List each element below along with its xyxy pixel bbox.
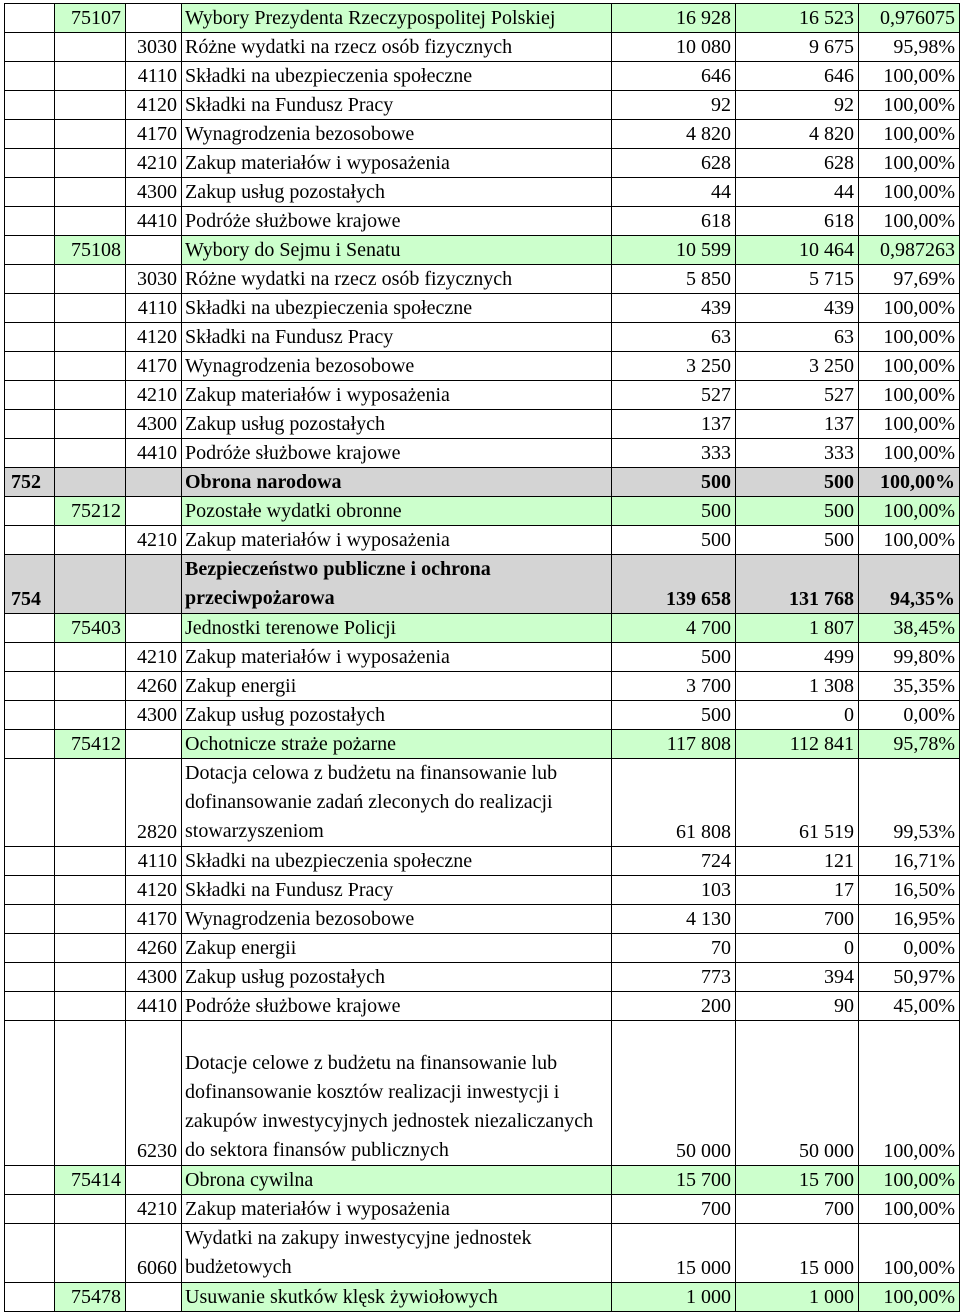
plan-amount-cell: 4 820 bbox=[612, 120, 736, 149]
paragraph-code-cell: 4300 bbox=[126, 178, 182, 207]
plan-amount-cell: 618 bbox=[612, 207, 736, 236]
plan-amount-cell: 500 bbox=[612, 643, 736, 672]
execution-percent-cell: 100,00% bbox=[859, 294, 960, 323]
chapter-code-cell bbox=[5, 410, 55, 439]
table-row bbox=[5, 352, 960, 381]
item-name-cell: Składki na Fundusz Pracy bbox=[182, 91, 612, 120]
execution-percent-cell: 97,69% bbox=[859, 265, 960, 294]
chapter-row bbox=[5, 555, 960, 614]
execution-percent-cell: 100,00% bbox=[859, 120, 960, 149]
execution-percent-cell: 0,00% bbox=[859, 934, 960, 963]
table-row bbox=[5, 701, 960, 730]
section-code-cell bbox=[55, 992, 126, 1021]
section-code-cell: 75412 bbox=[55, 730, 126, 759]
paragraph-code-cell: 3030 bbox=[126, 33, 182, 62]
section-code-cell bbox=[55, 876, 126, 905]
executed-amount-cell: 92 bbox=[736, 91, 859, 120]
plan-amount-cell: 773 bbox=[612, 963, 736, 992]
executed-amount-cell: 10 464 bbox=[736, 236, 859, 265]
chapter-code-cell bbox=[5, 323, 55, 352]
section-code-cell bbox=[55, 672, 126, 701]
item-name-cell: Zakup usług pozostałych bbox=[182, 963, 612, 992]
item-name-cell: Pozostałe wydatki obronne bbox=[182, 497, 612, 526]
execution-percent-cell: 100,00% bbox=[859, 381, 960, 410]
chapter-code-cell bbox=[5, 178, 55, 207]
chapter-code-cell: 752 bbox=[5, 468, 55, 497]
plan-amount-cell: 44 bbox=[612, 178, 736, 207]
executed-amount-cell: 333 bbox=[736, 439, 859, 468]
paragraph-code-cell: 4410 bbox=[126, 439, 182, 468]
paragraph-code-cell: 4120 bbox=[126, 876, 182, 905]
execution-percent-cell: 100,00% bbox=[859, 526, 960, 555]
chapter-code-cell bbox=[5, 91, 55, 120]
paragraph-code-cell bbox=[126, 730, 182, 759]
plan-amount-cell: 700 bbox=[612, 1195, 736, 1224]
section-row bbox=[5, 497, 960, 526]
plan-amount-cell: 15 000 bbox=[612, 1224, 736, 1283]
table-row bbox=[5, 992, 960, 1021]
executed-amount-cell: 1 000 bbox=[736, 1283, 859, 1312]
plan-amount-cell: 5 850 bbox=[612, 265, 736, 294]
plan-amount-cell: 333 bbox=[612, 439, 736, 468]
paragraph-code-cell: 4260 bbox=[126, 672, 182, 701]
section-row bbox=[5, 1166, 960, 1195]
table-row bbox=[5, 33, 960, 62]
executed-amount-cell: 700 bbox=[736, 1195, 859, 1224]
execution-percent-cell: 99,53% bbox=[859, 759, 960, 847]
table-row bbox=[5, 847, 960, 876]
executed-amount-cell: 394 bbox=[736, 963, 859, 992]
item-name-cell: Zakup materiałów i wyposażenia bbox=[182, 381, 612, 410]
executed-amount-cell: 500 bbox=[736, 468, 859, 497]
plan-amount-cell: 16 928 bbox=[612, 4, 736, 33]
plan-amount-cell: 527 bbox=[612, 381, 736, 410]
execution-percent-cell: 100,00% bbox=[859, 1195, 960, 1224]
plan-amount-cell: 10 599 bbox=[612, 236, 736, 265]
chapter-code-cell bbox=[5, 963, 55, 992]
chapter-code-cell bbox=[5, 759, 55, 847]
paragraph-code-cell bbox=[126, 497, 182, 526]
paragraph-code-cell: 6060 bbox=[126, 1224, 182, 1283]
execution-percent-cell: 16,50% bbox=[859, 876, 960, 905]
chapter-code-cell bbox=[5, 4, 55, 33]
table-row bbox=[5, 759, 960, 847]
item-name-cell: Wybory do Sejmu i Senatu bbox=[182, 236, 612, 265]
section-row bbox=[5, 4, 960, 33]
section-code-cell bbox=[55, 207, 126, 236]
execution-percent-cell: 100,00% bbox=[859, 62, 960, 91]
section-code-cell: 75107 bbox=[55, 4, 126, 33]
chapter-code-cell bbox=[5, 1283, 55, 1312]
execution-percent-cell: 0,987263 bbox=[859, 236, 960, 265]
section-code-cell bbox=[55, 1021, 126, 1166]
section-code-cell: 75108 bbox=[55, 236, 126, 265]
item-name-cell: Wynagrodzenia bezosobowe bbox=[182, 905, 612, 934]
executed-amount-cell: 137 bbox=[736, 410, 859, 439]
executed-amount-cell: 63 bbox=[736, 323, 859, 352]
chapter-code-cell bbox=[5, 614, 55, 643]
plan-amount-cell: 500 bbox=[612, 497, 736, 526]
table-row bbox=[5, 905, 960, 934]
section-row bbox=[5, 730, 960, 759]
paragraph-code-cell: 4120 bbox=[126, 323, 182, 352]
executed-amount-cell: 499 bbox=[736, 643, 859, 672]
item-name-cell: Zakup usług pozostałych bbox=[182, 701, 612, 730]
table-row bbox=[5, 1195, 960, 1224]
paragraph-code-cell bbox=[126, 236, 182, 265]
execution-percent-cell: 100,00% bbox=[859, 468, 960, 497]
item-name-cell: Różne wydatki na rzecz osób fizycznych bbox=[182, 33, 612, 62]
chapter-code-cell bbox=[5, 149, 55, 178]
paragraph-code-cell: 4260 bbox=[126, 934, 182, 963]
plan-amount-cell: 4 130 bbox=[612, 905, 736, 934]
section-code-cell: 75403 bbox=[55, 614, 126, 643]
item-name-cell: Wydatki na zakupy inwestycyjne jednostek budżetowych bbox=[182, 1224, 612, 1283]
chapter-code-cell bbox=[5, 62, 55, 91]
item-name-cell: Składki na ubezpieczenia społeczne bbox=[182, 294, 612, 323]
table-row bbox=[5, 643, 960, 672]
table-row bbox=[5, 439, 960, 468]
section-code-cell bbox=[55, 178, 126, 207]
paragraph-code-cell: 4210 bbox=[126, 149, 182, 178]
item-name-cell: Jednostki terenowe Policji bbox=[182, 614, 612, 643]
table-row bbox=[5, 672, 960, 701]
section-code-cell bbox=[55, 91, 126, 120]
executed-amount-cell: 700 bbox=[736, 905, 859, 934]
section-code-cell bbox=[55, 847, 126, 876]
execution-percent-cell: 94,35% bbox=[859, 555, 960, 614]
paragraph-code-cell: 4110 bbox=[126, 294, 182, 323]
paragraph-code-cell: 4210 bbox=[126, 643, 182, 672]
execution-percent-cell: 100,00% bbox=[859, 497, 960, 526]
executed-amount-cell: 15 000 bbox=[736, 1224, 859, 1283]
section-code-cell bbox=[55, 149, 126, 178]
execution-percent-cell: 100,00% bbox=[859, 178, 960, 207]
chapter-code-cell bbox=[5, 1195, 55, 1224]
item-name-cell: Ochotnicze straże pożarne bbox=[182, 730, 612, 759]
plan-amount-cell: 500 bbox=[612, 526, 736, 555]
chapter-code-cell bbox=[5, 33, 55, 62]
table-row bbox=[5, 178, 960, 207]
executed-amount-cell: 1 308 bbox=[736, 672, 859, 701]
table-row bbox=[5, 120, 960, 149]
executed-amount-cell: 44 bbox=[736, 178, 859, 207]
item-name-cell: Zakup materiałów i wyposażenia bbox=[182, 149, 612, 178]
chapter-code-cell bbox=[5, 1021, 55, 1166]
section-code-cell: 75414 bbox=[55, 1166, 126, 1195]
table-row bbox=[5, 934, 960, 963]
paragraph-code-cell: 4410 bbox=[126, 207, 182, 236]
chapter-code-cell bbox=[5, 701, 55, 730]
paragraph-code-cell: 4300 bbox=[126, 701, 182, 730]
table-row bbox=[5, 1224, 960, 1283]
chapter-code-cell bbox=[5, 643, 55, 672]
paragraph-code-cell: 6230 bbox=[126, 1021, 182, 1166]
item-name-cell: Składki na ubezpieczenia społeczne bbox=[182, 847, 612, 876]
execution-percent-cell: 100,00% bbox=[859, 149, 960, 178]
section-code-cell bbox=[55, 294, 126, 323]
chapter-code-cell bbox=[5, 1224, 55, 1283]
section-code-cell bbox=[55, 701, 126, 730]
budget-expenditure-table bbox=[4, 3, 960, 1312]
chapter-code-cell bbox=[5, 497, 55, 526]
chapter-code-cell bbox=[5, 294, 55, 323]
item-name-cell: Składki na Fundusz Pracy bbox=[182, 323, 612, 352]
paragraph-code-cell: 4300 bbox=[126, 410, 182, 439]
plan-amount-cell: 500 bbox=[612, 701, 736, 730]
table-row bbox=[5, 876, 960, 905]
plan-amount-cell: 4 700 bbox=[612, 614, 736, 643]
item-name-cell: Zakup usług pozostałych bbox=[182, 410, 612, 439]
table-row bbox=[5, 963, 960, 992]
execution-percent-cell: 16,95% bbox=[859, 905, 960, 934]
section-code-cell bbox=[55, 468, 126, 497]
paragraph-code-cell bbox=[126, 1283, 182, 1312]
item-name-cell: Różne wydatki na rzecz osób fizycznych bbox=[182, 265, 612, 294]
executed-amount-cell: 500 bbox=[736, 497, 859, 526]
section-row bbox=[5, 236, 960, 265]
execution-percent-cell: 38,45% bbox=[859, 614, 960, 643]
chapter-code-cell bbox=[5, 236, 55, 265]
item-name-cell: Wybory Prezydenta Rzeczypospolitej Polskiej bbox=[182, 4, 612, 33]
item-name-cell: Zakup materiałów i wyposażenia bbox=[182, 643, 612, 672]
executed-amount-cell: 439 bbox=[736, 294, 859, 323]
item-name-cell: Zakup energii bbox=[182, 672, 612, 701]
item-name-cell: Dotacja celowa z budżetu na finansowanie lub dofinansowanie zadań zleconych do realizacji stowarzyszeniom bbox=[182, 759, 612, 847]
paragraph-code-cell: 4170 bbox=[126, 120, 182, 149]
section-code-cell bbox=[55, 759, 126, 847]
executed-amount-cell: 50 000 bbox=[736, 1021, 859, 1166]
section-code-cell bbox=[55, 323, 126, 352]
plan-amount-cell: 63 bbox=[612, 323, 736, 352]
table-row bbox=[5, 149, 960, 178]
section-code-cell bbox=[55, 526, 126, 555]
chapter-code-cell bbox=[5, 992, 55, 1021]
execution-percent-cell: 100,00% bbox=[859, 352, 960, 381]
paragraph-code-cell: 4110 bbox=[126, 847, 182, 876]
paragraph-code-cell: 4170 bbox=[126, 905, 182, 934]
table-row bbox=[5, 1021, 960, 1166]
paragraph-code-cell bbox=[126, 614, 182, 643]
section-code-cell bbox=[55, 410, 126, 439]
executed-amount-cell: 628 bbox=[736, 149, 859, 178]
plan-amount-cell: 10 080 bbox=[612, 33, 736, 62]
section-code-cell bbox=[55, 555, 126, 614]
paragraph-code-cell: 4410 bbox=[126, 992, 182, 1021]
section-code-cell bbox=[55, 905, 126, 934]
table-body bbox=[5, 4, 960, 1312]
chapter-code-cell bbox=[5, 439, 55, 468]
execution-percent-cell: 35,35% bbox=[859, 672, 960, 701]
item-name-cell: Zakup materiałów i wyposażenia bbox=[182, 1195, 612, 1224]
item-name-cell: Podróże służbowe krajowe bbox=[182, 439, 612, 468]
section-code-cell bbox=[55, 33, 126, 62]
chapter-code-cell bbox=[5, 905, 55, 934]
execution-percent-cell: 100,00% bbox=[859, 439, 960, 468]
plan-amount-cell: 646 bbox=[612, 62, 736, 91]
executed-amount-cell: 90 bbox=[736, 992, 859, 1021]
plan-amount-cell: 200 bbox=[612, 992, 736, 1021]
section-row bbox=[5, 1283, 960, 1312]
executed-amount-cell: 527 bbox=[736, 381, 859, 410]
execution-percent-cell: 0,00% bbox=[859, 701, 960, 730]
item-name-cell: Podróże służbowe krajowe bbox=[182, 207, 612, 236]
executed-amount-cell: 131 768 bbox=[736, 555, 859, 614]
section-code-cell bbox=[55, 934, 126, 963]
section-code-cell: 75212 bbox=[55, 497, 126, 526]
plan-amount-cell: 1 000 bbox=[612, 1283, 736, 1312]
item-name-cell: Obrona narodowa bbox=[182, 468, 612, 497]
table-row bbox=[5, 91, 960, 120]
paragraph-code-cell bbox=[126, 4, 182, 33]
plan-amount-cell: 15 700 bbox=[612, 1166, 736, 1195]
table-row bbox=[5, 62, 960, 91]
item-name-cell: Zakup materiałów i wyposażenia bbox=[182, 526, 612, 555]
section-code-cell: 75478 bbox=[55, 1283, 126, 1312]
executed-amount-cell: 61 519 bbox=[736, 759, 859, 847]
executed-amount-cell: 4 820 bbox=[736, 120, 859, 149]
item-name-cell: Dotacje celowe z budżetu na finansowanie lub dofinansowanie kosztów realizacji inwestycji i zakupów inwestycyjnych jednostek niezaliczanych do sektora finansów publicznych bbox=[182, 1021, 612, 1166]
plan-amount-cell: 137 bbox=[612, 410, 736, 439]
section-code-cell bbox=[55, 963, 126, 992]
section-code-cell bbox=[55, 120, 126, 149]
paragraph-code-cell: 4210 bbox=[126, 381, 182, 410]
paragraph-code-cell: 4110 bbox=[126, 62, 182, 91]
table-row bbox=[5, 294, 960, 323]
execution-percent-cell: 16,71% bbox=[859, 847, 960, 876]
chapter-code-cell bbox=[5, 876, 55, 905]
item-name-cell: Zakup energii bbox=[182, 934, 612, 963]
section-code-cell bbox=[55, 62, 126, 91]
executed-amount-cell: 5 715 bbox=[736, 265, 859, 294]
executed-amount-cell: 0 bbox=[736, 701, 859, 730]
executed-amount-cell: 121 bbox=[736, 847, 859, 876]
execution-percent-cell: 45,00% bbox=[859, 992, 960, 1021]
executed-amount-cell: 618 bbox=[736, 207, 859, 236]
item-name-cell: Wynagrodzenia bezosobowe bbox=[182, 120, 612, 149]
plan-amount-cell: 61 808 bbox=[612, 759, 736, 847]
paragraph-code-cell: 4210 bbox=[126, 526, 182, 555]
paragraph-code-cell: 4170 bbox=[126, 352, 182, 381]
section-code-cell bbox=[55, 352, 126, 381]
executed-amount-cell: 500 bbox=[736, 526, 859, 555]
chapter-code-cell bbox=[5, 526, 55, 555]
plan-amount-cell: 50 000 bbox=[612, 1021, 736, 1166]
chapter-code-cell bbox=[5, 207, 55, 236]
chapter-code-cell bbox=[5, 672, 55, 701]
item-name-cell: Zakup usług pozostałych bbox=[182, 178, 612, 207]
executed-amount-cell: 112 841 bbox=[736, 730, 859, 759]
execution-percent-cell: 100,00% bbox=[859, 410, 960, 439]
table-row bbox=[5, 526, 960, 555]
execution-percent-cell: 99,80% bbox=[859, 643, 960, 672]
plan-amount-cell: 439 bbox=[612, 294, 736, 323]
paragraph-code-cell: 4210 bbox=[126, 1195, 182, 1224]
chapter-code-cell bbox=[5, 352, 55, 381]
execution-percent-cell: 0,976075 bbox=[859, 4, 960, 33]
table-row bbox=[5, 410, 960, 439]
plan-amount-cell: 724 bbox=[612, 847, 736, 876]
chapter-code-cell bbox=[5, 381, 55, 410]
plan-amount-cell: 92 bbox=[612, 91, 736, 120]
table-row bbox=[5, 323, 960, 352]
plan-amount-cell: 500 bbox=[612, 468, 736, 497]
paragraph-code-cell: 2820 bbox=[126, 759, 182, 847]
plan-amount-cell: 139 658 bbox=[612, 555, 736, 614]
item-name-cell: Składki na ubezpieczenia społeczne bbox=[182, 62, 612, 91]
plan-amount-cell: 3 250 bbox=[612, 352, 736, 381]
section-code-cell bbox=[55, 1224, 126, 1283]
chapter-code-cell bbox=[5, 847, 55, 876]
plan-amount-cell: 70 bbox=[612, 934, 736, 963]
chapter-code-cell bbox=[5, 1166, 55, 1195]
item-name-cell: Składki na Fundusz Pracy bbox=[182, 876, 612, 905]
chapter-code-cell: 754 bbox=[5, 555, 55, 614]
item-name-cell: Podróże służbowe krajowe bbox=[182, 992, 612, 1021]
section-code-cell bbox=[55, 643, 126, 672]
plan-amount-cell: 117 808 bbox=[612, 730, 736, 759]
paragraph-code-cell bbox=[126, 1166, 182, 1195]
executed-amount-cell: 9 675 bbox=[736, 33, 859, 62]
section-code-cell bbox=[55, 265, 126, 294]
plan-amount-cell: 628 bbox=[612, 149, 736, 178]
paragraph-code-cell: 4300 bbox=[126, 963, 182, 992]
executed-amount-cell: 17 bbox=[736, 876, 859, 905]
execution-percent-cell: 100,00% bbox=[859, 91, 960, 120]
paragraph-code-cell: 3030 bbox=[126, 265, 182, 294]
paragraph-code-cell bbox=[126, 468, 182, 497]
chapter-code-cell bbox=[5, 265, 55, 294]
plan-amount-cell: 3 700 bbox=[612, 672, 736, 701]
item-name-cell: Obrona cywilna bbox=[182, 1166, 612, 1195]
execution-percent-cell: 100,00% bbox=[859, 1283, 960, 1312]
table-row bbox=[5, 207, 960, 236]
plan-amount-cell: 103 bbox=[612, 876, 736, 905]
execution-percent-cell: 95,78% bbox=[859, 730, 960, 759]
execution-percent-cell: 100,00% bbox=[859, 1021, 960, 1166]
item-name-cell: Wynagrodzenia bezosobowe bbox=[182, 352, 612, 381]
item-name-cell: Usuwanie skutków klęsk żywiołowych bbox=[182, 1283, 612, 1312]
execution-percent-cell: 100,00% bbox=[859, 1224, 960, 1283]
chapter-code-cell bbox=[5, 934, 55, 963]
executed-amount-cell: 1 807 bbox=[736, 614, 859, 643]
section-code-cell bbox=[55, 1195, 126, 1224]
section-row bbox=[5, 614, 960, 643]
executed-amount-cell: 646 bbox=[736, 62, 859, 91]
paragraph-code-cell bbox=[126, 555, 182, 614]
section-code-cell bbox=[55, 381, 126, 410]
paragraph-code-cell: 4120 bbox=[126, 91, 182, 120]
item-name-cell: Bezpieczeństwo publiczne i ochrona przeciwpożarowa bbox=[182, 555, 612, 614]
executed-amount-cell: 15 700 bbox=[736, 1166, 859, 1195]
table-row bbox=[5, 265, 960, 294]
executed-amount-cell: 3 250 bbox=[736, 352, 859, 381]
executed-amount-cell: 16 523 bbox=[736, 4, 859, 33]
execution-percent-cell: 100,00% bbox=[859, 207, 960, 236]
table-row bbox=[5, 381, 960, 410]
chapter-row bbox=[5, 468, 960, 497]
executed-amount-cell: 0 bbox=[736, 934, 859, 963]
chapter-code-cell bbox=[5, 730, 55, 759]
execution-percent-cell: 95,98% bbox=[859, 33, 960, 62]
execution-percent-cell: 50,97% bbox=[859, 963, 960, 992]
execution-percent-cell: 100,00% bbox=[859, 323, 960, 352]
section-code-cell bbox=[55, 439, 126, 468]
execution-percent-cell: 100,00% bbox=[859, 1166, 960, 1195]
chapter-code-cell bbox=[5, 120, 55, 149]
